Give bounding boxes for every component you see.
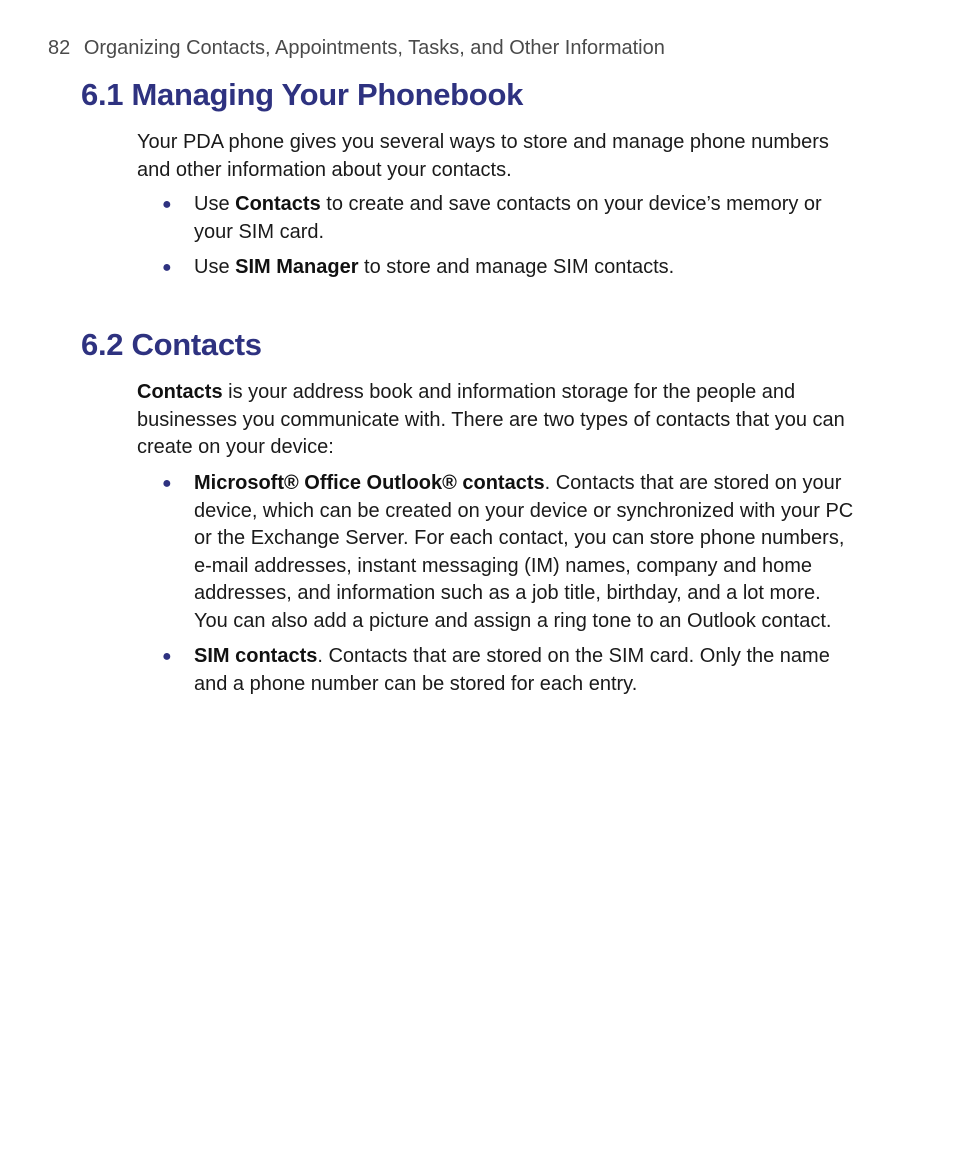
running-header — [48, 37, 665, 60]
bullet-lead-text: Use — [194, 256, 236, 278]
bullet-dot-icon: ● — [162, 475, 172, 492]
bullet-body-text: . Contacts that are stored on your device, which can be created on your device or synchronized with your PC or the Exchange Server. For each contact, you can store phone numbers, e-mail addresses, instant messaging (IM) names, company and home addresses, and information such as a job title, birthday, and a lot more. You can also add a picture and assign a ring tone to an Outlook contact. — [194, 472, 854, 632]
bullet-lead-text: Use — [194, 193, 236, 215]
list-item — [137, 254, 857, 282]
intro-bold-term: Contacts — [137, 381, 223, 403]
bullet-body-text: to store and manage SIM contacts. — [358, 256, 675, 278]
section-heading-managing-phonebook: 6.1 Managing Your Phonebook — [81, 77, 524, 112]
section-2-intro — [137, 379, 857, 462]
page-number: 82 — [48, 37, 71, 59]
bullet-dot-icon: ● — [162, 196, 172, 213]
list-item — [137, 191, 857, 246]
section-heading-contacts: 6.2 Contacts — [81, 327, 262, 362]
bullet-body-text: to create and save contacts on your device’s memory or your SIM card. — [194, 193, 822, 243]
bullet-bold-term: SIM Manager — [235, 256, 359, 278]
list-item — [137, 643, 857, 698]
section-1-bullet-list — [137, 191, 857, 290]
bullet-bold-term: Contacts — [235, 193, 321, 215]
intro-body-text: is your address book and information storage for the people and businesses you communicate with. There are two types of contacts that you can create on your device: — [137, 381, 845, 458]
section-1-intro: Your PDA phone gives you several ways to store and manage phone numbers and other information about your contacts. — [137, 131, 829, 181]
bullet-dot-icon: ● — [162, 259, 172, 276]
bullet-bold-term: Microsoft® Office Outlook® contacts — [194, 472, 545, 494]
bullet-body-text: . Contacts that are stored on the SIM card. Only the name and a phone number can be stored for each entry. — [194, 645, 830, 695]
chapter-title: Organizing Contacts, Appointments, Tasks, and Other Information — [83, 37, 665, 59]
bullet-bold-term: SIM contacts — [194, 645, 318, 667]
list-item — [137, 470, 857, 635]
bullet-dot-icon: ● — [162, 648, 172, 665]
section-2-bullet-list — [137, 470, 857, 706]
